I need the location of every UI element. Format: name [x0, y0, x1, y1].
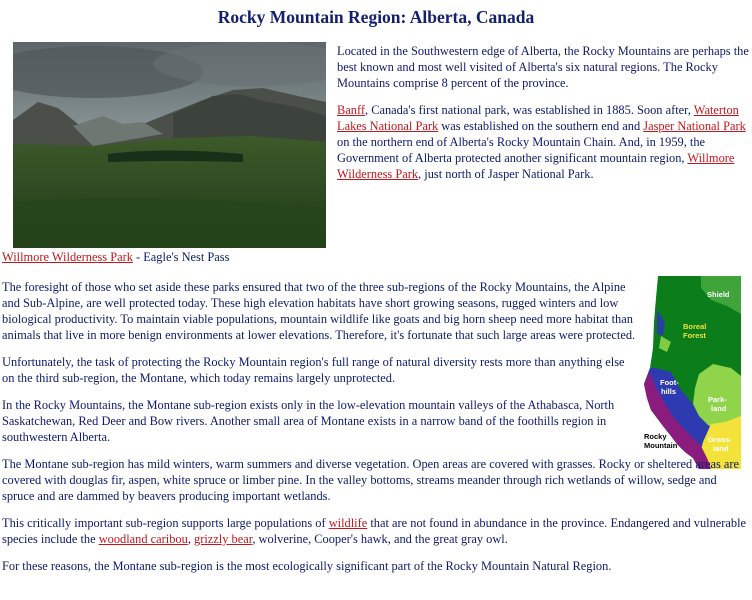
willmore-caption-link[interactable]: Willmore Wilderness Park [2, 250, 133, 264]
intro-paragraph-2: Banff, Canada's first national park, was established in 1885. Soon after, Waterton Lakes National Park was established on the southern end and Jasper National Park on the northern end of Alberta's Rocky Mountain Chain. And, in 1959, the Government of Alberta protected another significant mountain region, Willmore Wilderness Park, just north of Jasper National Park. [337, 103, 746, 181]
map-label-boreal-2: Forest [683, 331, 706, 340]
woodland-caribou-link[interactable]: woodland caribou [98, 532, 188, 546]
map-label-rocky-1: Rocky [644, 432, 667, 441]
banff-link[interactable]: Banff [337, 103, 365, 117]
map-label-rocky-2: Mountain [644, 441, 678, 450]
page-title: Rocky Mountain Region: Alberta, Canada [217, 7, 535, 27]
body-paragraph-4: The Montane sub-region has mild winters, warm summers and diverse vegetation. Open areas are covered with grasses. Rocky or sheltered areas are covered with douglas fir, aspen, white spruce or limber pine. In the valley bottoms, streams meander through rich wetlands of willow, sedge and spruce and are dammed by beavers producing important wetlands. [2, 457, 739, 503]
map-label-parkland-2: land [711, 404, 727, 413]
waterton-link[interactable]: Waterton Lakes National Park [337, 103, 739, 133]
intro-section [337, 43, 749, 193]
main-article [2, 279, 748, 585]
photo-caption [2, 249, 229, 265]
wildlife-link[interactable]: wildlife [328, 516, 368, 530]
map-label-grassland-1: Grass- [708, 435, 732, 444]
grizzly-bear-link[interactable]: grizzly bear [194, 532, 253, 546]
map-label-foothills-1: Foot- [660, 378, 679, 387]
map-label-parkland-1: Park- [708, 395, 727, 404]
body-paragraph-3: In the Rocky Mountains, the Montane sub-region exists only in the low-elevation mountain valleys of the Athabasca, North Saskatchewan, Red Deer and Bow rivers. Another small area of Montane exists in a narrow band of the foothills region in southwestern Alberta. [2, 398, 615, 444]
landscape-photo [13, 42, 326, 248]
jasper-link[interactable]: Jasper National Park [643, 119, 746, 133]
willmore-link[interactable]: Willmore Wilderness Park [337, 151, 735, 181]
intro-paragraph-1: Located in the Southwestern edge of Alberta, the Rocky Mountains are perhaps the best known and most well visited of Alberta's six natural regions. The Rocky Mountains comprise 8 percent of the province. [337, 44, 749, 90]
caption-text: - Eagle's Nest Pass [132, 250, 230, 264]
map-label-shield: Shield [707, 290, 730, 299]
body-paragraph-2: Unfortunately, the task of protecting the Rocky Mountain region's full range of natural diversity rests more than anything else on the third sub-region, the Montane, which today remains largely unprotected. [2, 355, 625, 385]
map-label-foothills-2: hills [661, 387, 677, 396]
map-label-boreal-1: Boreal [683, 322, 707, 331]
body-paragraph-1: The foresight of those who set aside these parks ensured that two of the three sub-regions of the Rocky Mountains, the Alpine and Sub-Alpine, are well protected today. These high elevation habitats have short growing seasons, rugged winters and low biological productivity. To maintain viable populations, mountain wildlife like goats and big horn sheep need more habitat than animals that live in more benign environments at lower elevations. Therefore, it's fortunate that such large areas were protected. [2, 280, 636, 342]
map-label-grassland-2: land [713, 444, 729, 453]
body-paragraph-5: This critically important sub-region supports large populations of wildlife that are not found in abundance in the province. Endangered and vulnerable species include the woodland caribou, grizzly bear, wolverine, Cooper's hawk, and the great gray owl. [2, 516, 747, 546]
body-paragraph-6: For these reasons, the Montane sub-region is the most ecologically significant part of the Rocky Mountain Natural Region. [2, 559, 612, 573]
